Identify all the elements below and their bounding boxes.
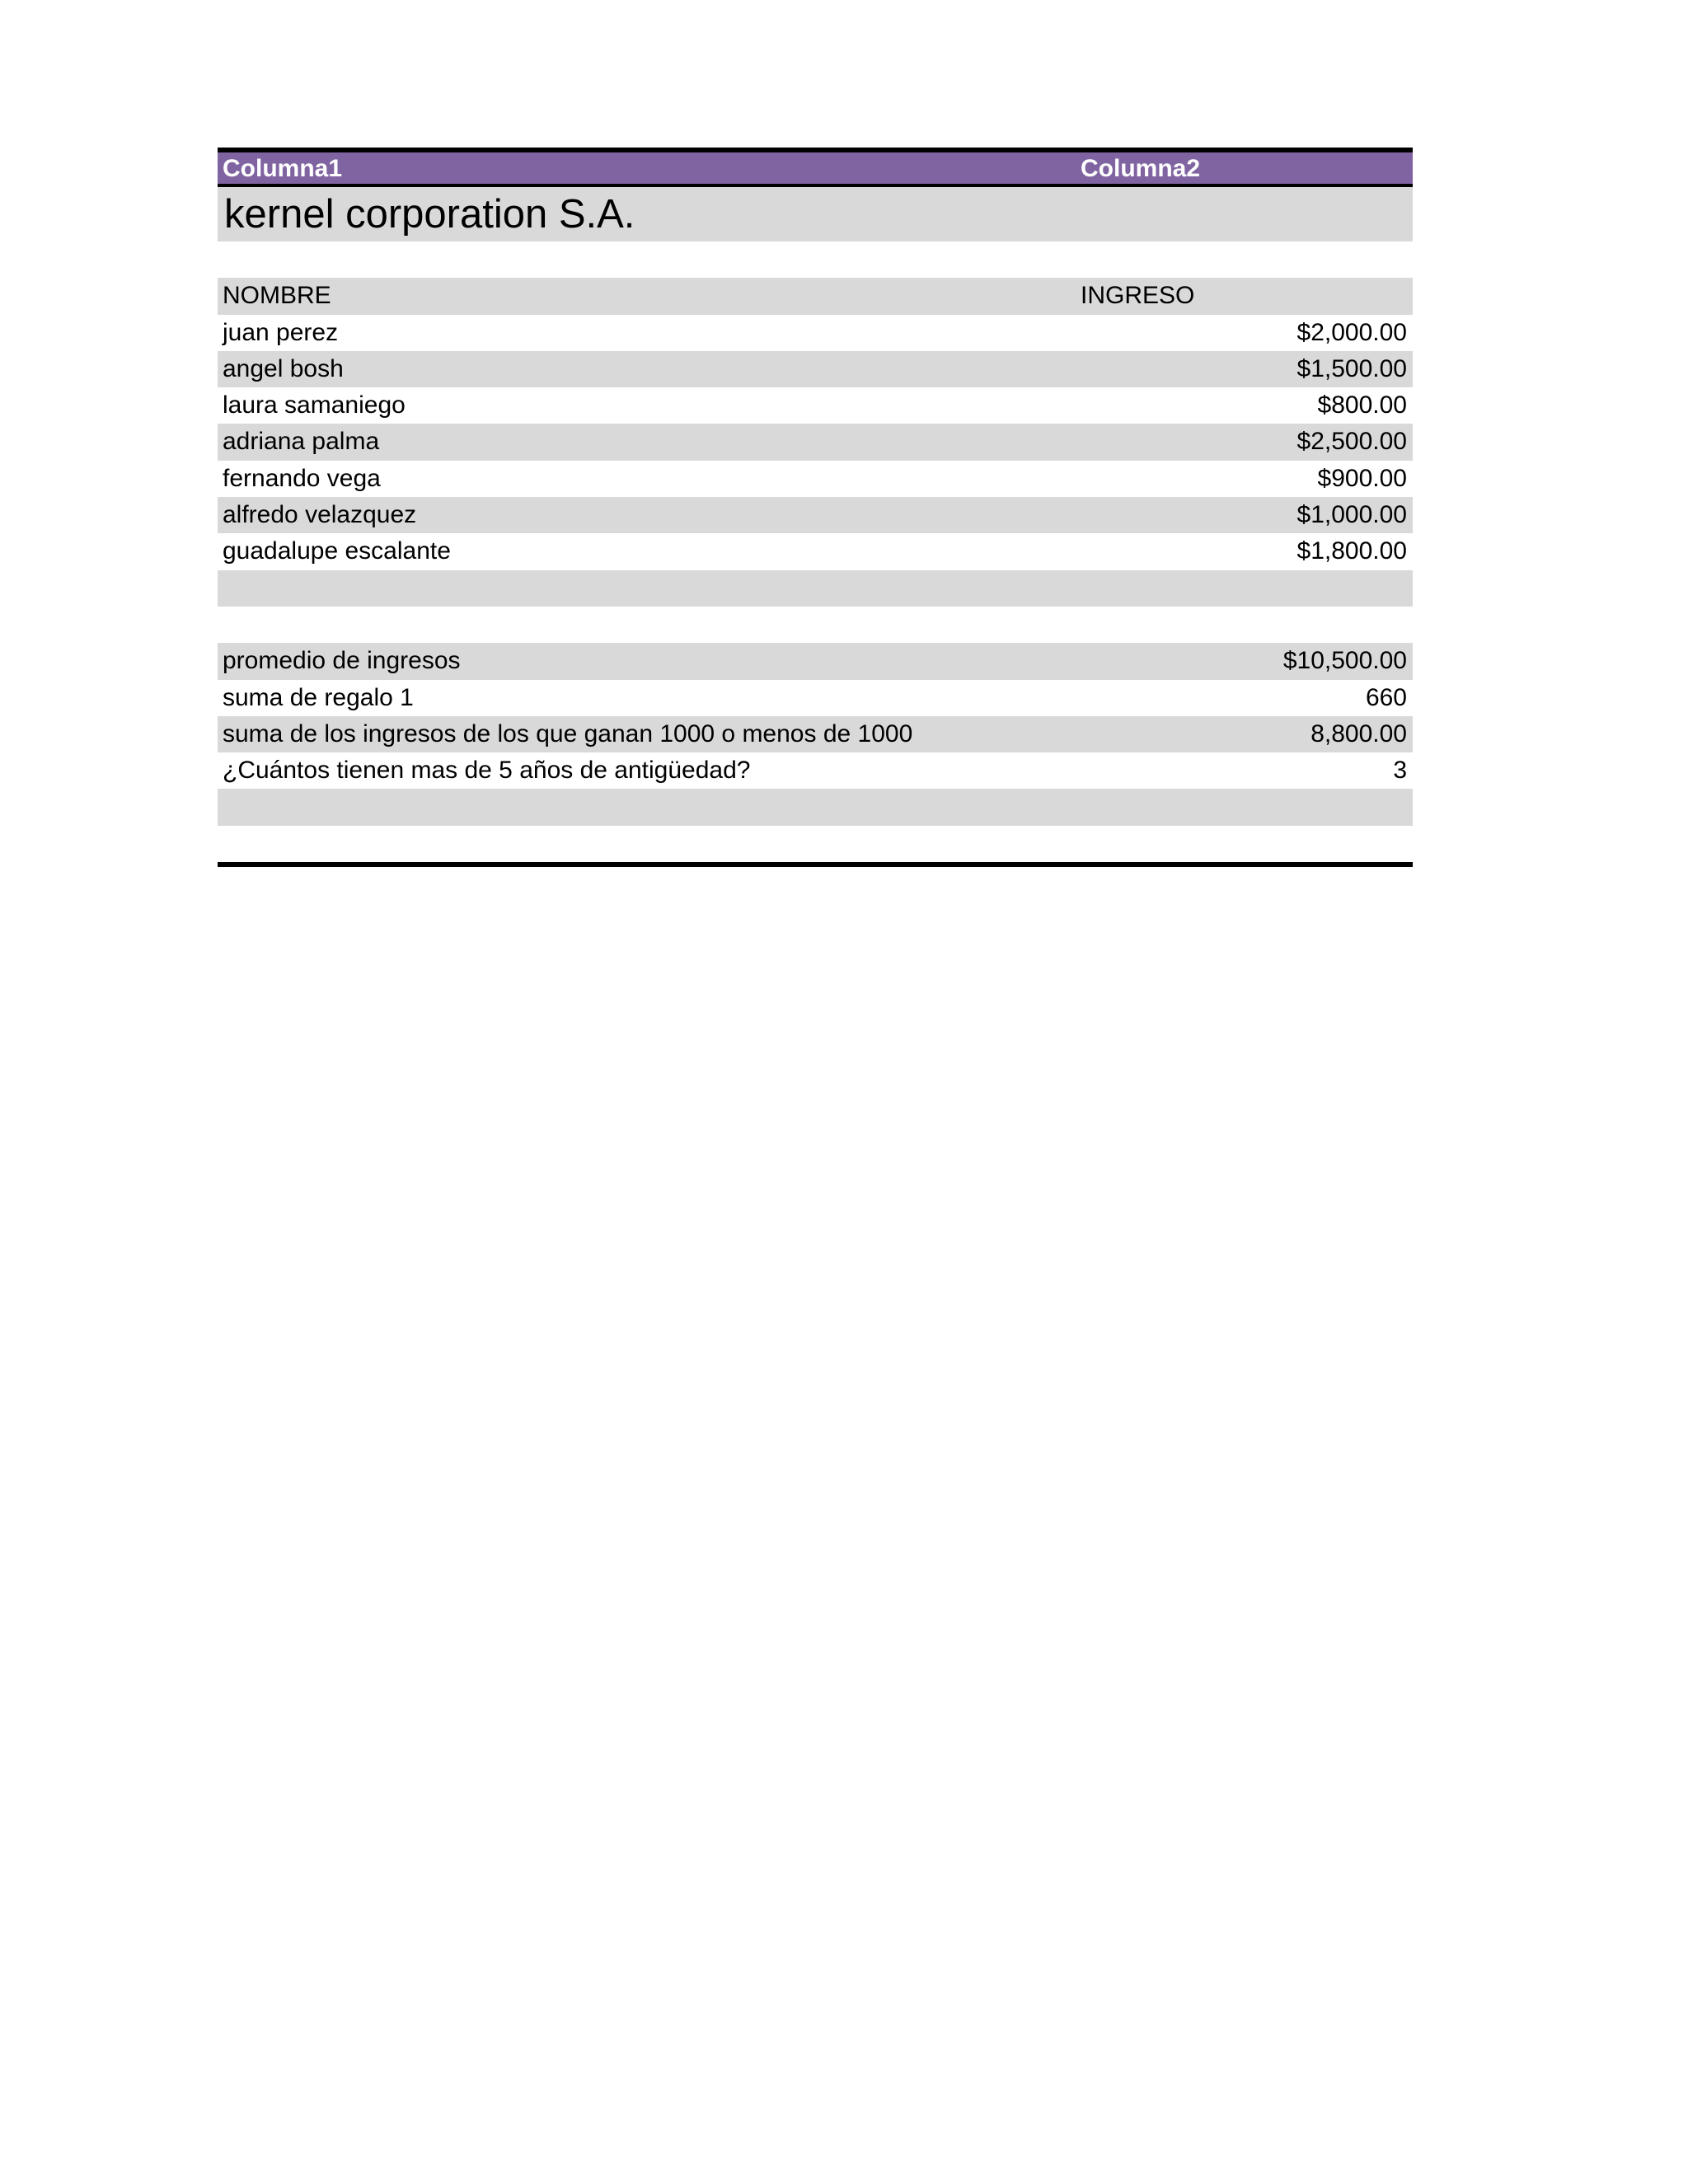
column-labels-row [218, 278, 1413, 314]
summary-row [218, 752, 1413, 789]
empty-row [218, 607, 1413, 643]
summary-value: 660 [1365, 683, 1407, 711]
summary-label: suma de los ingresos de los que ganan 1000 o menos de 1000 [223, 719, 913, 748]
employee-name: adriana palma [223, 428, 380, 456]
employee-income: $1,000.00 [1296, 501, 1407, 529]
summary-value: 8,800.00 [1311, 719, 1407, 748]
summary-label: ¿Cuántos tienen mas de 5 años de antigüedad? [223, 757, 751, 785]
employee-income: $2,500.00 [1296, 428, 1407, 456]
employee-income: $800.00 [1317, 391, 1407, 419]
summary-value: $10,500.00 [1282, 647, 1407, 675]
employee-name: guadalupe escalante [223, 537, 451, 565]
summary-row [218, 643, 1413, 679]
employee-name: alfredo velazquez [223, 501, 417, 529]
summary-row [218, 680, 1413, 716]
table-row [218, 387, 1413, 424]
income-column-label: INGRESO [1081, 282, 1195, 310]
bottom-border [218, 862, 1413, 867]
empty-row [218, 789, 1413, 825]
employee-name: laura samaniego [223, 391, 406, 419]
summary-value: 3 [1393, 757, 1407, 785]
employee-name: juan perez [223, 318, 339, 346]
company-title-row [218, 187, 1413, 241]
employee-income: $1,500.00 [1296, 354, 1407, 382]
name-column-label: NOMBRE [223, 282, 331, 310]
employee-income: $1,800.00 [1296, 537, 1407, 565]
table-row [218, 497, 1413, 533]
summary-row [218, 716, 1413, 752]
table-row [218, 315, 1413, 351]
table-row [218, 351, 1413, 387]
spreadsheet-table [218, 148, 1413, 867]
table-row [218, 461, 1413, 497]
employee-income: $900.00 [1317, 464, 1407, 492]
table-row [218, 424, 1413, 460]
company-title: kernel corporation S.A. [224, 192, 635, 237]
header-columna1: Columna1 [223, 155, 343, 182]
table-header-row [218, 152, 1413, 187]
empty-row [218, 826, 1413, 862]
summary-label: promedio de ingresos [223, 647, 461, 675]
employee-name: fernando vega [223, 464, 381, 492]
employee-name: angel bosh [223, 354, 344, 382]
table-row [218, 533, 1413, 569]
empty-row [218, 570, 1413, 607]
empty-row [218, 241, 1413, 278]
header-columna2: Columna2 [1081, 155, 1201, 182]
employee-income: $2,000.00 [1296, 318, 1407, 346]
summary-label: suma de regalo 1 [223, 683, 414, 711]
